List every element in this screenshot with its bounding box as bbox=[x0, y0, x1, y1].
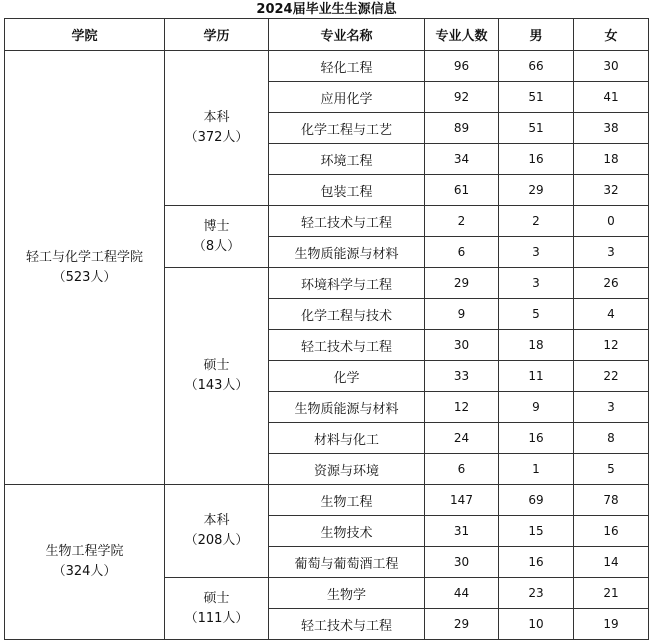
count-cell: 96 bbox=[425, 51, 499, 82]
degree-name: 硕士 bbox=[203, 358, 230, 373]
major-cell: 资源与环境 bbox=[269, 454, 425, 485]
male-cell: 29 bbox=[499, 175, 574, 206]
male-cell: 16 bbox=[499, 423, 574, 454]
major-cell: 生物工程 bbox=[269, 485, 425, 516]
header-female: 女 bbox=[574, 19, 649, 51]
count-cell: 30 bbox=[425, 330, 499, 361]
male-cell: 51 bbox=[499, 113, 574, 144]
college-total: （324人） bbox=[52, 564, 117, 579]
degree-total: （208人） bbox=[184, 533, 249, 548]
female-cell: 19 bbox=[574, 609, 649, 640]
degree-name: 本科 bbox=[203, 110, 230, 125]
female-cell: 78 bbox=[574, 485, 649, 516]
female-cell: 26 bbox=[574, 268, 649, 299]
male-cell: 23 bbox=[499, 578, 574, 609]
college-name: 生物工程学院 bbox=[45, 544, 124, 559]
header-male: 男 bbox=[499, 19, 574, 51]
major-cell: 葡萄与葡萄酒工程 bbox=[269, 547, 425, 578]
male-cell: 15 bbox=[499, 516, 574, 547]
female-cell: 22 bbox=[574, 361, 649, 392]
count-cell: 33 bbox=[425, 361, 499, 392]
major-cell: 环境科学与工程 bbox=[269, 268, 425, 299]
count-cell: 29 bbox=[425, 268, 499, 299]
major-cell: 应用化学 bbox=[269, 82, 425, 113]
major-cell: 轻化工程 bbox=[269, 51, 425, 82]
count-cell: 6 bbox=[425, 237, 499, 268]
major-cell: 生物学 bbox=[269, 578, 425, 609]
count-cell: 6 bbox=[425, 454, 499, 485]
header-row bbox=[5, 19, 649, 51]
degree-total: （143人） bbox=[184, 378, 249, 393]
degree-cell bbox=[165, 485, 269, 578]
female-cell: 41 bbox=[574, 82, 649, 113]
major-cell: 生物质能源与材料 bbox=[269, 392, 425, 423]
major-cell: 生物技术 bbox=[269, 516, 425, 547]
count-cell: 147 bbox=[425, 485, 499, 516]
male-cell: 2 bbox=[499, 206, 574, 237]
count-cell: 92 bbox=[425, 82, 499, 113]
header-count: 专业人数 bbox=[425, 19, 499, 51]
female-cell: 8 bbox=[574, 423, 649, 454]
count-cell: 89 bbox=[425, 113, 499, 144]
college-cell bbox=[5, 51, 165, 485]
major-cell: 轻工技术与工程 bbox=[269, 330, 425, 361]
major-cell: 环境工程 bbox=[269, 144, 425, 175]
header-college: 学院 bbox=[5, 19, 165, 51]
female-cell: 18 bbox=[574, 144, 649, 175]
female-cell: 3 bbox=[574, 392, 649, 423]
graduate-source-table bbox=[4, 18, 649, 640]
count-cell: 30 bbox=[425, 547, 499, 578]
table-header bbox=[5, 19, 649, 51]
count-cell: 24 bbox=[425, 423, 499, 454]
major-cell: 轻工技术与工程 bbox=[269, 206, 425, 237]
degree-cell bbox=[165, 578, 269, 640]
count-cell: 61 bbox=[425, 175, 499, 206]
degree-total: （8人） bbox=[192, 238, 241, 254]
degree-name: 本科 bbox=[203, 513, 230, 528]
male-cell: 16 bbox=[499, 547, 574, 578]
female-cell: 5 bbox=[574, 454, 649, 485]
count-cell: 34 bbox=[425, 144, 499, 175]
table-body bbox=[5, 51, 649, 640]
major-cell: 化学 bbox=[269, 361, 425, 392]
male-cell: 9 bbox=[499, 392, 574, 423]
count-cell: 2 bbox=[425, 206, 499, 237]
count-cell: 12 bbox=[425, 392, 499, 423]
male-cell: 11 bbox=[499, 361, 574, 392]
female-cell: 30 bbox=[574, 51, 649, 82]
female-cell: 32 bbox=[574, 175, 649, 206]
female-cell: 0 bbox=[574, 206, 649, 237]
female-cell: 14 bbox=[574, 547, 649, 578]
male-cell: 10 bbox=[499, 609, 574, 640]
male-cell: 66 bbox=[499, 51, 574, 82]
male-cell: 5 bbox=[499, 299, 574, 330]
female-cell: 21 bbox=[574, 578, 649, 609]
college-cell bbox=[5, 485, 165, 640]
major-cell: 材料与化工 bbox=[269, 423, 425, 454]
major-cell: 生物质能源与材料 bbox=[269, 237, 425, 268]
female-cell: 3 bbox=[574, 237, 649, 268]
header-degree: 学历 bbox=[165, 19, 269, 51]
table-row bbox=[5, 485, 649, 516]
male-cell: 51 bbox=[499, 82, 574, 113]
count-cell: 31 bbox=[425, 516, 499, 547]
female-cell: 4 bbox=[574, 299, 649, 330]
degree-cell bbox=[165, 51, 269, 206]
male-cell: 3 bbox=[499, 268, 574, 299]
degree-name: 博士 bbox=[203, 218, 230, 234]
count-cell: 29 bbox=[425, 609, 499, 640]
header-major: 专业名称 bbox=[269, 19, 425, 51]
male-cell: 18 bbox=[499, 330, 574, 361]
male-cell: 3 bbox=[499, 237, 574, 268]
degree-cell bbox=[165, 206, 269, 268]
major-cell: 包装工程 bbox=[269, 175, 425, 206]
male-cell: 1 bbox=[499, 454, 574, 485]
degree-name: 硕士 bbox=[203, 590, 230, 606]
college-total: （523人） bbox=[52, 269, 117, 285]
female-cell: 38 bbox=[574, 113, 649, 144]
table-row bbox=[5, 51, 649, 82]
male-cell: 69 bbox=[499, 485, 574, 516]
count-cell: 44 bbox=[425, 578, 499, 609]
count-cell: 9 bbox=[425, 299, 499, 330]
college-name: 轻工与化学工程学院 bbox=[25, 249, 143, 265]
degree-total: （372人） bbox=[184, 130, 249, 145]
female-cell: 12 bbox=[574, 330, 649, 361]
major-cell: 化学工程与工艺 bbox=[269, 113, 425, 144]
major-cell: 化学工程与技术 bbox=[269, 299, 425, 330]
degree-cell bbox=[165, 268, 269, 485]
major-cell: 轻工技术与工程 bbox=[269, 609, 425, 640]
degree-total: （111人） bbox=[184, 610, 249, 626]
table-title: 2024届毕业生生源信息 bbox=[256, 2, 397, 17]
male-cell: 16 bbox=[499, 144, 574, 175]
female-cell: 16 bbox=[574, 516, 649, 547]
